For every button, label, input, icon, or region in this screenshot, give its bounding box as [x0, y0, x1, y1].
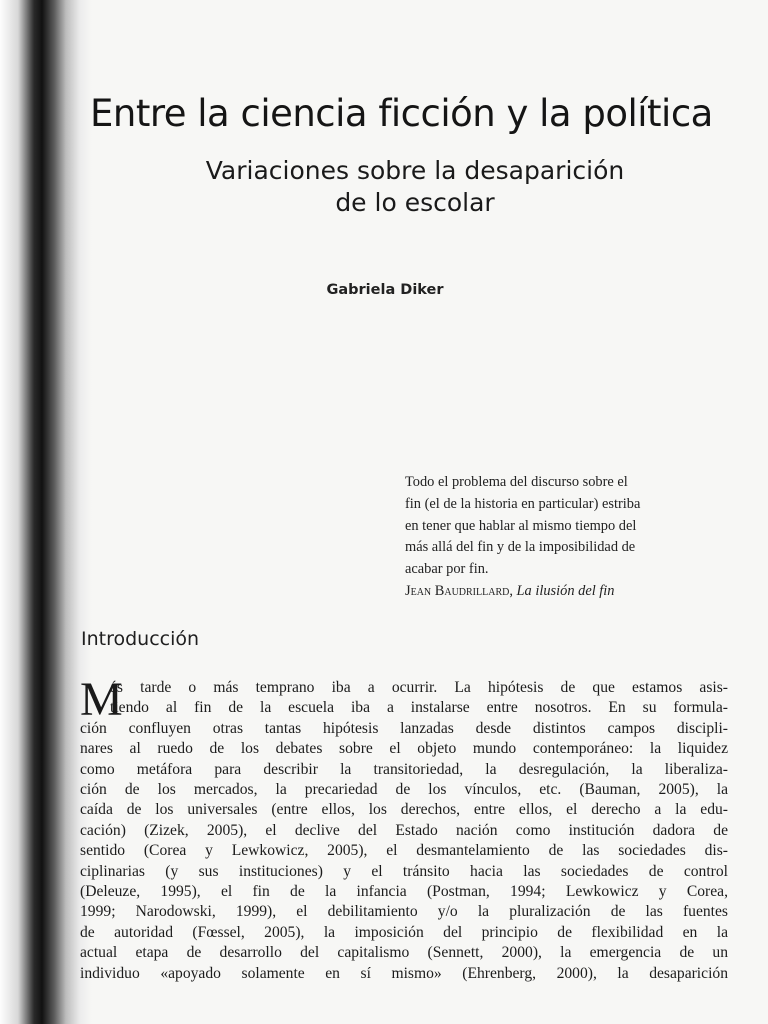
body-line: individuo «apoyado solamente en sí mismo» (Ehrenberg, 2000), la desaparición	[80, 964, 728, 982]
body-line: cación) (Zizek, 2005), el declive del Estado nación como institución dadora de	[80, 821, 728, 839]
subtitle-line: Variaciones sobre la desaparición	[205, 156, 625, 185]
body-line: como metáfora para describir la transitoriedad, la desregulación, la liberaliza-	[80, 760, 728, 778]
body-line: caída de los universales (entre ellos, los derechos, entre ellos, el derecho a la edu-	[80, 801, 728, 819]
epigraph-author: Jean Baudrillard	[405, 582, 510, 599]
epigraph-line: en tener que hablar al mismo tiempo del	[405, 517, 637, 534]
body-line: actual etapa de desarrollo del capitalismo (Sennett, 2000), la emergencia de un	[80, 944, 728, 962]
epigraph-line: más allá del fin y de la imposibilidad de	[405, 539, 636, 556]
epigraph-line: acabar por fin.	[405, 561, 489, 578]
section-heading: Introducción	[81, 628, 200, 650]
body-line: ás tarde o más temprano iba a ocurrir. La hipótesis de que estamos asis-	[110, 679, 728, 696]
body-line: ciplinarias (y sus instituciones) y el tránsito hacia las sociedades de control	[80, 862, 728, 880]
body-line: 1999; Narodowski, 1999), el debilitamiento y/o la pluralización de las fuentes	[80, 903, 728, 921]
chapter-subtitle	[140, 155, 690, 219]
body-line: ción de los mercados, la precariedad de los vínculos, etc. (Bauman, 2005), la	[80, 781, 728, 799]
drop-cap: M	[80, 673, 123, 726]
epigraph-attribution: Jean Baudrillard, La ilusión del fin	[405, 582, 615, 599]
epigraph-work: La ilusión del fin	[516, 582, 615, 599]
author-name: Gabriela Diker	[326, 282, 444, 298]
epigraph	[405, 472, 701, 603]
book-spine-shadow	[0, 0, 92, 1024]
body-line: nares al ruedo de los debates sobre el objeto mundo contemporáneo: la liquidez	[80, 740, 728, 758]
chapter-title: Entre la ciencia ficción y la política	[90, 92, 713, 135]
body-paragraph	[80, 673, 728, 984]
body-line: (Deleuze, 1995), el fin de la infancia (Postman, 1994; Lewkowicz y Corea,	[80, 883, 728, 901]
body-line: sentido (Corea y Lewkowicz, 2005), el desmantelamiento de las sociedades dis-	[80, 842, 728, 860]
epigraph-line: fin (el de la historia en particular) estriba	[405, 495, 641, 512]
body-line: ción confluyen otras tantas hipótesis lanzadas desde distintos campos discipli-	[80, 719, 728, 737]
epigraph-line: Todo el problema del discurso sobre el	[405, 474, 628, 490]
body-line: de autoridad (Fœssel, 2005), la imposición del principio de flexibilidad en la	[80, 923, 728, 941]
body-line: tiendo al fin de la escuela iba a instalarse entre nosotros. En su formula-	[110, 699, 728, 717]
subtitle-line: de lo escolar	[335, 188, 495, 217]
